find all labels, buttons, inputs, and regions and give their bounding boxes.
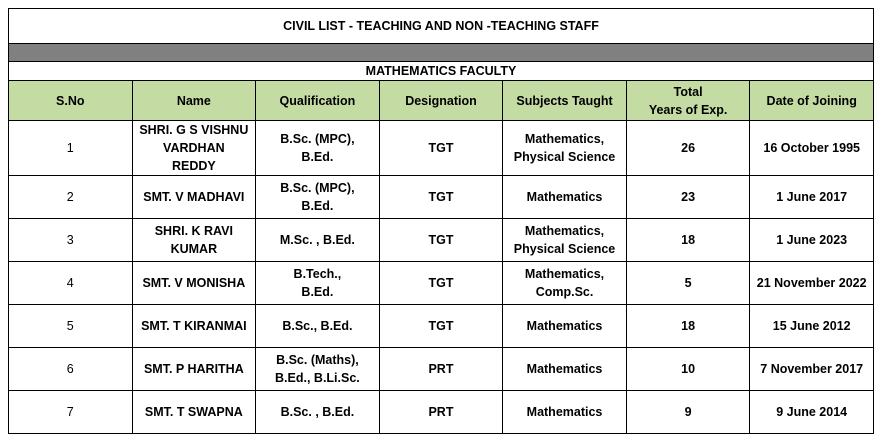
cell-name	[132, 262, 256, 305]
table-row	[9, 121, 874, 176]
table-row	[9, 348, 874, 391]
cell-name	[132, 219, 256, 262]
cell-subjects	[503, 176, 627, 219]
cell-name	[132, 176, 256, 219]
cell-name-line1: SHRI. G S VISHNU VARDHAN	[139, 123, 249, 155]
cell-sno-line1: 3	[66, 233, 74, 247]
cell-designation-line1: PRT	[428, 362, 454, 376]
cell-qualification-line1: B.Sc. (MPC),	[280, 132, 355, 146]
cell-qualification-line1: M.Sc. , B.Ed.	[279, 233, 355, 247]
cell-qualification-line1: B.Tech.,	[293, 267, 342, 281]
cell-subjects-line2: Physical Science	[513, 242, 616, 256]
gray-band	[9, 44, 874, 62]
cell-doj	[750, 391, 874, 434]
cell-subjects-line1: Mathematics,	[524, 224, 605, 238]
cell-qualification-line1: B.Sc. (Maths),	[276, 353, 359, 367]
cell-name-line1: SMT. P HARITHA	[143, 362, 244, 376]
cell-experience	[626, 219, 750, 262]
cell-name-line1: SMT. V MADHAVI	[143, 190, 245, 204]
cell-qualification	[256, 219, 380, 262]
cell-subjects-line2: Physical Science	[513, 150, 616, 164]
cell-sno-line1: 1	[66, 141, 74, 155]
cell-doj-line1: 21 November 2022	[756, 276, 867, 290]
cell-name-line1: SHRI. K RAVI KUMAR	[154, 224, 233, 256]
cell-experience-line1: 23	[681, 190, 696, 204]
cell-designation-line1: TGT	[428, 319, 454, 333]
cell-subjects-line1: Mathematics	[526, 190, 603, 204]
cell-designation-line1: TGT	[428, 141, 454, 155]
cell-sno-line1: 4	[66, 276, 74, 290]
cell-name-line1: SMT. T SWAPNA	[144, 405, 243, 419]
cell-experience-line1: 18	[681, 319, 696, 333]
cell-doj	[750, 219, 874, 262]
experience-header-line2: Years of Exp.	[648, 102, 728, 117]
cell-doj	[750, 348, 874, 391]
cell-sno	[9, 305, 133, 348]
cell-qualification	[256, 121, 380, 176]
cell-doj	[750, 262, 874, 305]
cell-designation	[379, 121, 503, 176]
table-row	[9, 262, 874, 305]
cell-experience-line1: 10	[681, 362, 696, 376]
cell-name-line1: SMT. T KIRANMAI	[141, 319, 247, 333]
cell-subjects-line1: Mathematics	[526, 362, 603, 376]
cell-qualification	[256, 176, 380, 219]
cell-designation	[379, 305, 503, 348]
cell-experience-line1: 5	[684, 276, 692, 290]
cell-sno	[9, 348, 133, 391]
table-body	[9, 121, 874, 434]
cell-qualification-line2: B.Ed., B.Li.Sc.	[275, 371, 360, 385]
column-header-doj: Date of Joining	[750, 81, 874, 121]
cell-name	[132, 121, 256, 176]
cell-qualification-line1: B.Sc., B.Ed.	[282, 319, 353, 333]
cell-designation	[379, 348, 503, 391]
cell-name-line2: REDDY	[171, 159, 216, 173]
cell-doj	[750, 305, 874, 348]
cell-qualification	[256, 262, 380, 305]
cell-experience-line1: 18	[681, 233, 696, 247]
header-row	[9, 81, 874, 121]
cell-sno-line1: 7	[66, 405, 74, 419]
column-header-name: Name	[132, 81, 256, 121]
cell-sno	[9, 262, 133, 305]
section-title: MATHEMATICS FACULTY	[9, 62, 874, 81]
cell-name	[132, 391, 256, 434]
column-header-experience	[626, 81, 750, 121]
cell-qualification-line2: B.Ed.	[301, 285, 334, 299]
cell-experience	[626, 121, 750, 176]
cell-doj-line1: 1 June 2017	[776, 190, 848, 204]
cell-sno-line1: 6	[66, 362, 74, 376]
gray-band-row	[9, 44, 874, 62]
table-row	[9, 305, 874, 348]
cell-experience	[626, 305, 750, 348]
cell-sno	[9, 121, 133, 176]
cell-subjects-line1: Mathematics,	[524, 132, 605, 146]
experience-header-line1: Total	[673, 84, 703, 99]
cell-doj-line1: 7 November 2017	[760, 362, 864, 376]
cell-experience	[626, 262, 750, 305]
title-row	[9, 9, 874, 44]
cell-experience	[626, 176, 750, 219]
cell-name-line1: SMT. V MONISHA	[142, 276, 246, 290]
cell-doj	[750, 176, 874, 219]
cell-subjects-line1: Mathematics, Comp.Sc.	[524, 267, 605, 299]
cell-subjects	[503, 391, 627, 434]
cell-doj-line1: 1 June 2023	[776, 233, 848, 247]
cell-qualification-line2: B.Ed.	[301, 199, 334, 213]
cell-designation-line1: TGT	[428, 233, 454, 247]
cell-qualification-line1: B.Sc. (MPC),	[280, 181, 355, 195]
cell-subjects	[503, 219, 627, 262]
cell-experience-line1: 26	[681, 141, 696, 155]
table-row	[9, 219, 874, 262]
staff-table	[8, 8, 874, 434]
cell-subjects	[503, 121, 627, 176]
cell-subjects-line1: Mathematics	[526, 319, 603, 333]
cell-sno-line1: 2	[66, 190, 74, 204]
table-row	[9, 391, 874, 434]
cell-sno-line1: 5	[66, 319, 74, 333]
cell-doj	[750, 121, 874, 176]
column-header-subjects: Subjects Taught	[503, 81, 627, 121]
cell-experience	[626, 348, 750, 391]
cell-designation	[379, 176, 503, 219]
cell-designation	[379, 262, 503, 305]
cell-sno	[9, 176, 133, 219]
cell-designation-line1: TGT	[428, 276, 454, 290]
cell-subjects	[503, 262, 627, 305]
cell-name	[132, 305, 256, 348]
cell-subjects	[503, 305, 627, 348]
cell-doj-line1: 9 June 2014	[776, 405, 848, 419]
table-row	[9, 176, 874, 219]
cell-designation-line1: TGT	[428, 190, 454, 204]
column-header-designation: Designation	[379, 81, 503, 121]
cell-subjects-line1: Mathematics	[526, 405, 603, 419]
cell-qualification	[256, 391, 380, 434]
section-row	[9, 62, 874, 81]
cell-designation	[379, 391, 503, 434]
cell-qualification-line2: B.Ed.	[301, 150, 334, 164]
cell-name	[132, 348, 256, 391]
cell-doj-line1: 16 October 1995	[763, 141, 860, 155]
cell-qualification	[256, 305, 380, 348]
cell-sno	[9, 219, 133, 262]
cell-qualification	[256, 348, 380, 391]
cell-designation-line1: PRT	[428, 405, 454, 419]
cell-doj-line1: 15 June 2012	[772, 319, 851, 333]
cell-sno	[9, 391, 133, 434]
cell-experience-line1: 9	[684, 405, 692, 419]
cell-designation	[379, 219, 503, 262]
civil-list-document	[8, 8, 874, 434]
column-header-qualification: Qualification	[256, 81, 380, 121]
cell-experience	[626, 391, 750, 434]
column-header-sno: S.No	[9, 81, 133, 121]
document-title: CIVIL LIST - TEACHING AND NON -TEACHING STAFF	[9, 9, 874, 44]
cell-subjects	[503, 348, 627, 391]
cell-qualification-line1: B.Sc. , B.Ed.	[280, 405, 355, 419]
